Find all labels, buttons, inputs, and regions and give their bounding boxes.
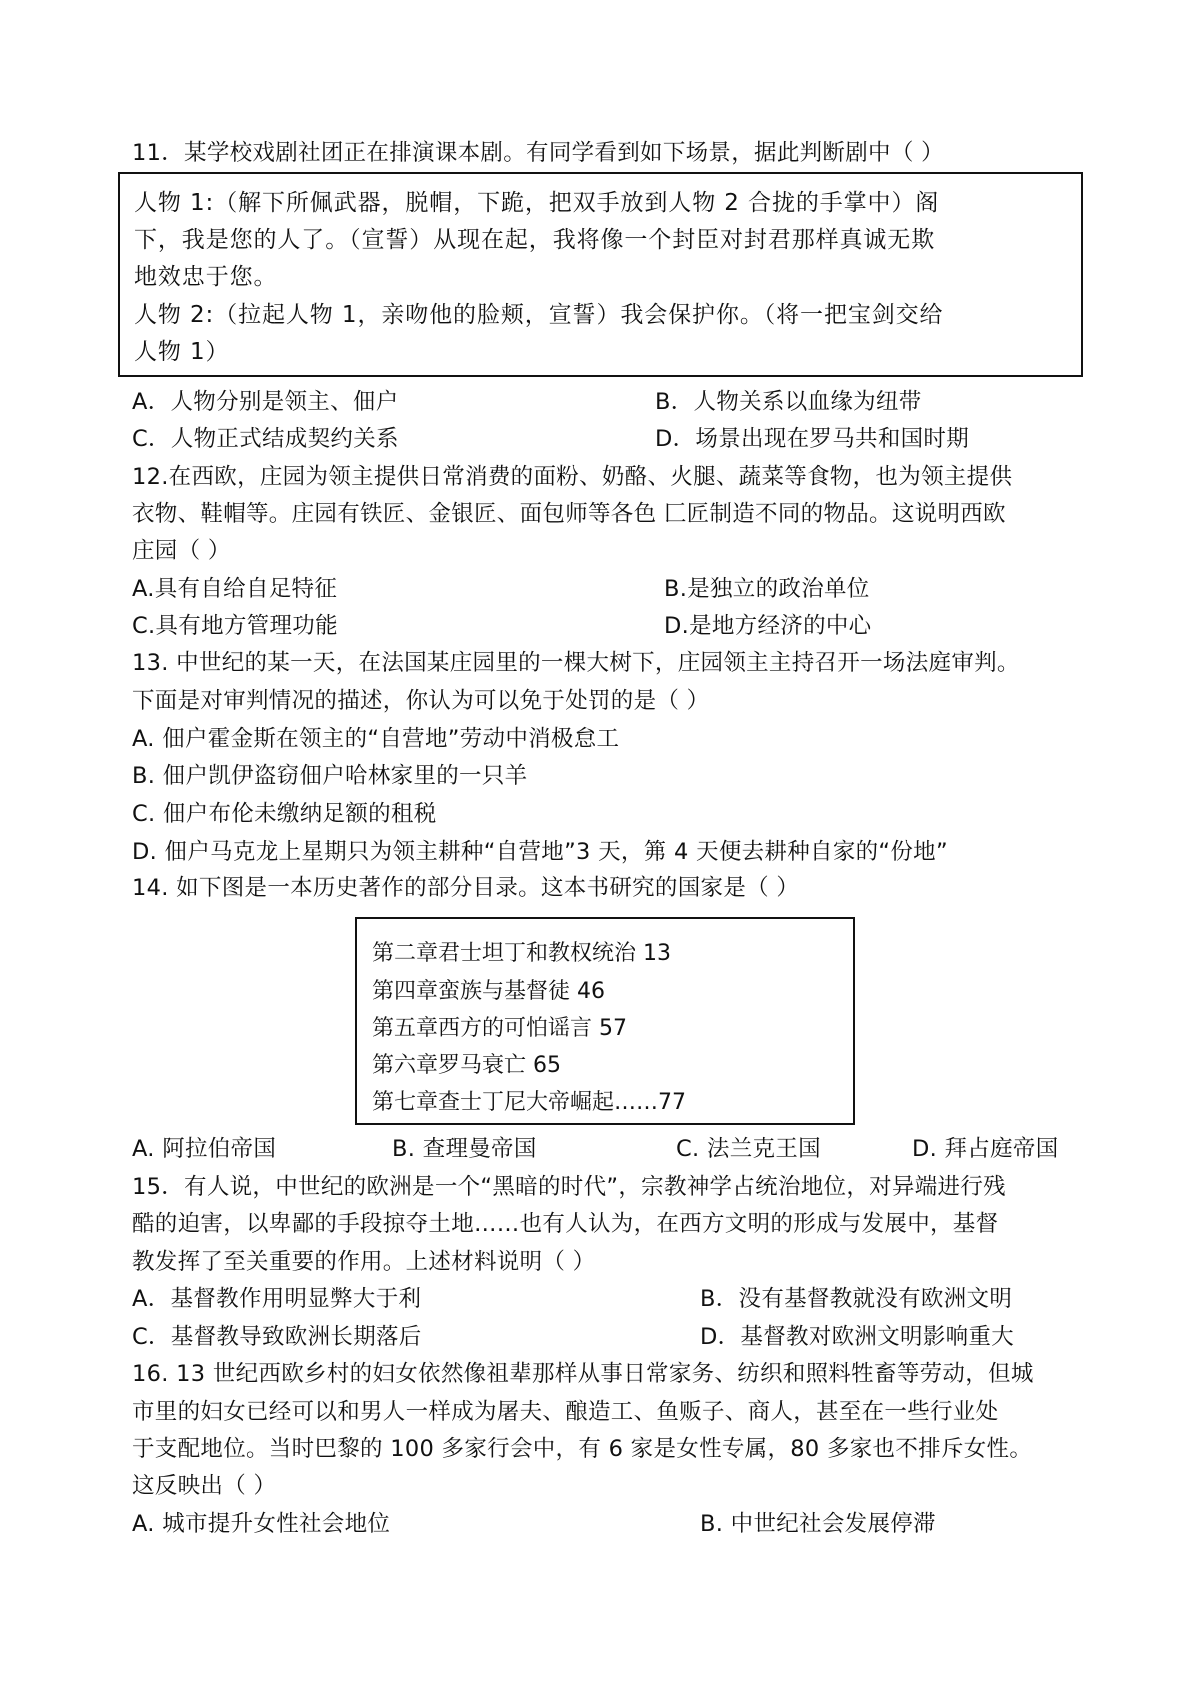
q11-scene-line: 下，我是您的人了。（宣誓）从现在起，我将像一个封臣对封君那样真诚无欺 (134, 227, 936, 253)
q13-option-b: B. 佃户凯伊盗窃佃户哈林家里的一只羊 (132, 763, 528, 789)
q14-toc-entry: 第二章君士坦丁和教权统治 13 (372, 941, 671, 966)
q16-stem-line: 这反映出（ ） (132, 1473, 277, 1499)
q11-scene-line: 人物 1:（解下所佩武器，脱帽，下跪，把双手放到人物 2 合拢的手掌中）阁 (134, 190, 940, 216)
q15-option-c: C．基督教导致欧洲长期落后 (132, 1324, 422, 1350)
q13-stem-line: 13. 中世纪的某一天，在法国某庄园里的一棵大树下，庄园领主主持召开一场法庭审判。 (132, 650, 1020, 676)
q15-option-b: B．没有基督教就没有欧洲文明 (700, 1286, 1013, 1312)
q12-option-b: B.是独立的政治单位 (664, 576, 870, 602)
q11-scene-line: 人物 2:（拉起人物 1，亲吻他的脸颊，宣誓）我会保护你。（将一把宝剑交给 (134, 302, 944, 328)
q11-scene-box (118, 172, 1083, 377)
q12-stem-line: 庄园（ ） (132, 538, 231, 564)
q16-stem-line: 市里的妇女已经可以和男人一样成为屠夫、酿造工、鱼贩子、商人，甚至在一些行业处 (132, 1399, 999, 1425)
q11-stem: 11．某学校戏剧社团正在排演课本剧。有同学看到如下场景，据此判断剧中（ ） (132, 140, 944, 166)
q11-option-c: C．人物正式结成契约关系 (132, 426, 399, 452)
q15-option-a: A．基督教作用明显弊大于利 (132, 1286, 422, 1312)
q14-toc-entry: 第七章查士丁尼大帝崛起……77 (372, 1090, 686, 1115)
q14-toc-entry: 第四章蛮族与基督徒 46 (372, 979, 605, 1004)
q13-option-c: C. 佃户布伦未缴纳足额的租税 (132, 801, 437, 827)
q11-scene-line: 地效忠于您。 (134, 264, 278, 290)
q13-stem-line: 下面是对审判情况的描述，你认为可以免于处罚的是（ ） (132, 688, 710, 714)
q16-option-a: A. 城市提升女性社会地位 (132, 1511, 391, 1537)
q16-stem-line: 于支配地位。当时巴黎的 100 多家行会中，有 6 家是女性专属，80 多家也不排斥女性。 (132, 1436, 1033, 1462)
q14-option-d: D. 拜占庭帝国 (912, 1136, 1059, 1162)
q12-option-c: C.具有地方管理功能 (132, 613, 338, 639)
q15-stem-line: 酷的迫害，以卑鄙的手段掠夺土地……也有人认为，在西方文明的形成与发展中，基督 (132, 1211, 999, 1237)
q11-option-a: A．人物分别是领主、佃户 (132, 389, 399, 415)
q12-stem-line: 衣物、鞋帽等。庄园有铁匠、金银匠、面包师等各色 匚匠制造不同的物品。这说明西欧 (132, 501, 1006, 527)
q13-option-d: D. 佃户马克龙上星期只为领主耕种“自营地”3 天，笰 4 天便去耕种自家的“份地” (132, 839, 948, 865)
q12-option-d: D.是地方经济的中心 (664, 613, 872, 639)
q11-option-b: B．人物关系以血缘为纽带 (655, 389, 922, 415)
q14-option-a: A. 阿拉伯帝国 (132, 1136, 277, 1162)
q14-stem: 14. 如下图是一本历史著作的部分目录。这本书研究的国家是（ ） (132, 875, 800, 901)
q13-option-a: A. 佃户霍金斯在领主的“自营地”劳动中消极怠工 (132, 726, 620, 752)
q12-stem-line: 12.在西欧，庄园为领主提供日常消费的面粉、奶酪、火腿、蔬菜等食物，也为领主提供 (132, 464, 1013, 490)
q16-option-b: B. 中世纪社会发展停滞 (700, 1511, 936, 1537)
q14-toc-entry: 第五章西方的可怕谣言 57 (372, 1016, 627, 1041)
q16-stem-line: 16. 13 世纪西欧乡村的妇女依然像祖辈那样从事日常家务、纺织和照料牲畜等劳动，但城 (132, 1361, 1034, 1387)
q11-scene-line: 人物 1） (134, 339, 230, 365)
q15-option-d: D．基督教对欧洲文明影响重大 (700, 1324, 1015, 1350)
q15-stem-line: 15．有人说，中世纪的欧洲是一个“黑暗的时代”，宗教神学占统治地位，对异端进行残 (132, 1174, 1006, 1200)
q12-option-a: A.具有自给自足特征 (132, 576, 338, 602)
q14-toc-entry: 第六章罗马衰亡 65 (372, 1053, 561, 1078)
q11-option-d: D．场景出现在罗马共和国时期 (655, 426, 970, 452)
q15-stem-line: 教发挥了至关重要的作用。上述材料说明（ ） (132, 1249, 596, 1275)
q14-option-b: B. 查理曼帝国 (392, 1136, 537, 1162)
q14-option-c: C. 法兰克王国 (676, 1136, 821, 1162)
q14-toc-box (355, 917, 855, 1125)
